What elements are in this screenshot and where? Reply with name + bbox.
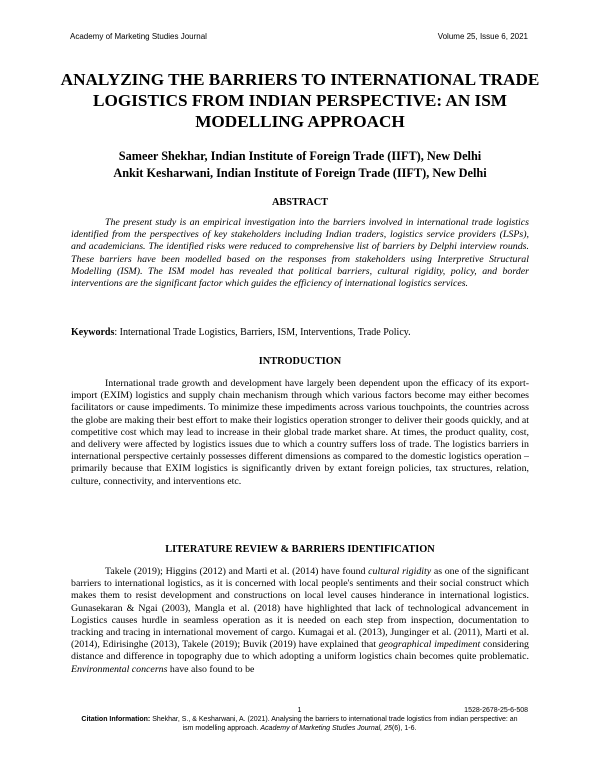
lit-run-4: have also found to be: [167, 663, 255, 675]
introduction-text: International trade growth and development have largely been dependent upon the efficacy of its export-import (EXIM) logistics and supply chain mechanism through which various factors become may either becomes facilitators or cause impediments. To minimize these impediments across various touchpoints, the countries across the globe are making their best effort to make their logistics operation stronger to deliver their goods quickly, and at competitive cost which may lead to increase in their global trade market share. At times, the product quality, cost, and delivery were affected by logistics issues due to which a country suffers loss of trade. The logistics barriers in international perspective certainly possesses different dimensions as compared to the domestic logistics operation – primarily because that EXIM logistics is significantly driven by extant foreign policies, tax structures, relation, culture, connectivity, and interventions etc.: [71, 378, 529, 487]
lit-emph-1: cultural rigidity: [368, 566, 432, 577]
keywords-label: Keywords: [71, 327, 115, 338]
lit-emph-3: Environmental concerns: [71, 663, 168, 675]
lit-emph-2: geographical impediment: [378, 639, 481, 651]
author-list: [40, 148, 560, 182]
author-2: Ankit Kesharwani, Indian Institute of Foreign Trade (IIFT), New Delhi: [113, 166, 487, 180]
literature-text: [71, 566, 529, 676]
page-footer: [71, 707, 528, 747]
lit-run-3: considering distance and difference in topography due to which adopting a uniform logistics chain becomes quite problematic.: [71, 639, 529, 663]
author-1: Sameer Shekhar, Indian Institute of Foreign Trade (IIFT), New Delhi: [118, 149, 482, 163]
page-number: 1: [297, 707, 302, 714]
running-header: [70, 32, 528, 41]
lit-run-1: Takele (2019); Higgins (2012) and Marti et al. (2014) have found: [105, 566, 369, 577]
keywords: [71, 326, 529, 339]
citation-text: Shekhar, S., & Kesharwani, A. (2021). Analysing the barriers to international trade logistics from indian perspective: an ism modelling approach.: [150, 716, 518, 732]
paper-title: ANALYZING THE BARRIERS TO INTERNATIONAL TRADE LOGISTICS FROM INDIAN PERSPECTIVE: AN ISM MODELLING APPROACH: [60, 70, 540, 131]
introduction-heading: INTRODUCTION: [258, 356, 342, 367]
citation-information: [81, 715, 518, 733]
literature-heading: LITERATURE REVIEW & BARRIERS IDENTIFICATION: [165, 544, 435, 555]
abstract-text: The present study is an empirical investigation into the barriers involved in international trade logistics identified from the perspectives of key stakeholders including Indian traders, logistics service providers (LSPs), and academicians. The identified risks were reduced to comprehensive list of barriers by Delphi interview rounds. These barriers have been modelled based on the responses from stakeholders using Interpretive Structural Modelling (ISM). The ISM model has revealed that political barriers, cultural rigidity, policy, and border interventions are the significant factor which guides the efficiency of international logistics services.: [71, 217, 529, 290]
keywords-text: : International Trade Logistics, Barriers, ISM, Interventions, Trade Policy.: [114, 327, 411, 338]
volume-issue: Volume 25, Issue 6, 2021: [437, 32, 528, 41]
abstract-heading: ABSTRACT: [271, 197, 329, 208]
citation-journal: Academy of Marketing Studies Journal, 25: [260, 725, 392, 732]
lit-run-2: as one of the significant barriers to international logistics, as it is concerned with local people's sentiments and their social construct which makes them to resist development and constructions on local level causes hinderance in international logistics. Gunasekaran & Ngai (2003), Mangla et al. (2018) have highlighted that lack of technological advancement in Logistics causes hurdle in seamless operation as it is needed on each step from inspection, documentation to tracking and tracing in international movement of cargo. Kumagai et al. (2013), Junginger et al. (2011), Marti et al. (2014), Edirisinghe (2013), Takele (2019); Buvik (2019) have explained that: [71, 566, 529, 651]
citation-end: (6), 1-6.: [391, 725, 417, 732]
journal-name: Academy of Marketing Studies Journal: [70, 32, 207, 41]
citation-label: Citation Information:: [81, 716, 151, 723]
article-id: 1528-2678-25-6-508: [464, 707, 528, 714]
